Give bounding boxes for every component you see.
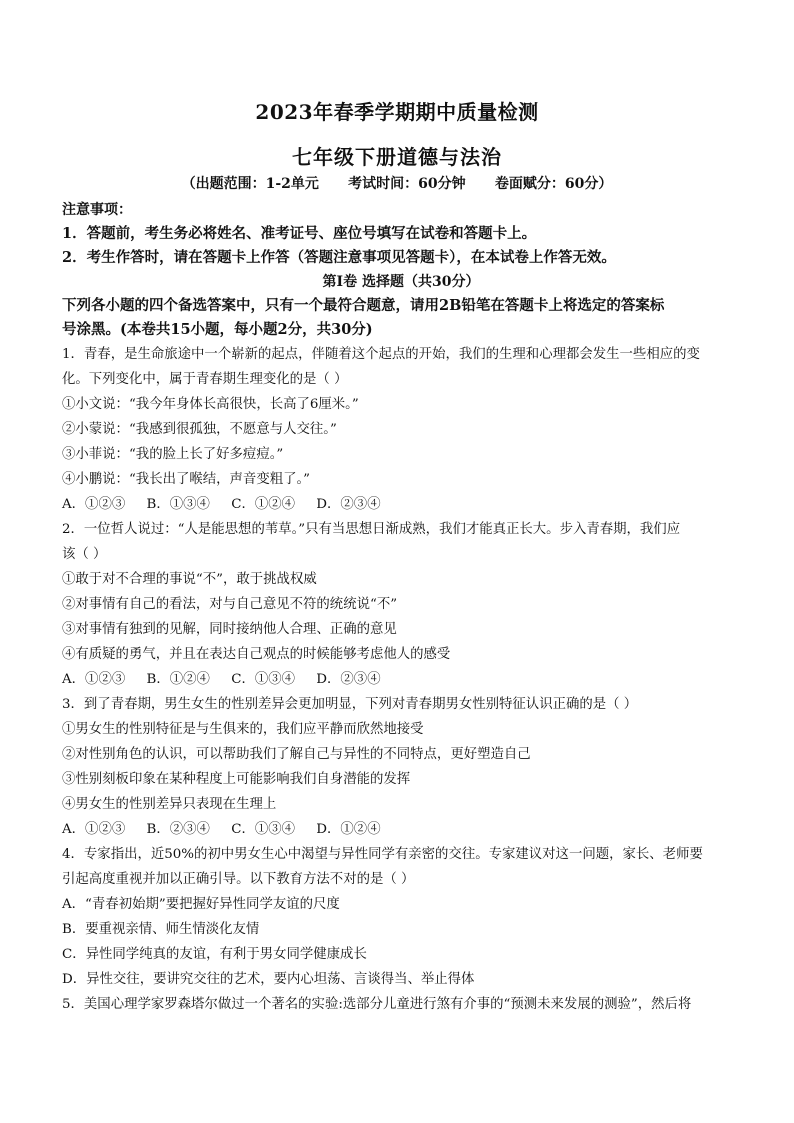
statement-item: ③性别刻板印象在某种程度上可能影响我们自身潜能的发挥: [62, 772, 411, 787]
statement-item: ③对事情有独到的见解，同时接纳他人合理、正确的意见: [62, 622, 397, 637]
exam-title: 2023年春季学期期中质量检测: [255, 100, 539, 124]
question-1: [62, 342, 740, 517]
question-stem-line: 引起高度重视并加以正确引导。以下教育方法不对的是（ ）: [62, 872, 415, 887]
answer-option: B．要重视亲情、师生情淡化友情: [62, 922, 260, 937]
notes-heading: 注意事项：: [62, 202, 132, 218]
answer-choices: A．①②③ B．①②④ C．①③④ D．②③④: [62, 672, 381, 687]
note-item-2: 2．考生作答时，请在答题卡上作答（答题注意事项见答题卡），在本试卷上作答无效。: [62, 249, 616, 266]
question-stem-line: 该（ ）: [62, 547, 107, 562]
note-item-1: 1．答题前，考生务必将姓名、准考证号、座位号填写在试卷和答题卡上。: [62, 225, 537, 242]
statement-item: ④男女生的性别差异只表现在生理上: [62, 797, 277, 812]
statement-item: ②对性别角色的认识，可以帮助我们了解自己与异性的不同特点，更好塑造自己: [62, 747, 531, 762]
question-stem-line: 3．到了青春期，男生女生的性别差异会更加明显，下列对青春期男女性别特征认识正确的是（ ）: [62, 697, 638, 712]
question-stem-line: 4．专家指出，近50%的初中男女生心中渴望与异性同学有亲密的交往。专家建议对这一问题，家长、老师要: [62, 847, 703, 862]
statement-item: ②小蒙说：“我感到很孤独，不愿意与人交往。”: [62, 422, 337, 437]
question-2: [62, 517, 740, 692]
exam-info: （出题范围：1-2单元 考试时间：60分钟 卷面赋分：60分）: [181, 176, 613, 192]
exam-subtitle: 七年级下册道德与法治: [292, 145, 502, 169]
answer-option: A．“青春初始期”要把握好异性同学友谊的尺度: [62, 897, 340, 912]
instruction-line: 下列各小题的四个备选答案中，只有一个最符合题意，请用2B铅笔在答题卡上将选定的答案标: [62, 297, 665, 314]
question-4: [62, 842, 740, 992]
statement-item: ④有质疑的勇气，并且在表达自己观点的时候能够考虑他人的感受: [62, 647, 451, 662]
instruction-line: 号涂黑。(本卷共15小题，每小题2分，共30分): [62, 321, 373, 338]
question-5: [62, 992, 740, 1017]
statement-item: ①男女生的性别特征是与生俱来的，我们应平静而欣然地接受: [62, 722, 424, 737]
question-stem-line: 5．美国心理学家罗森塔尔做过一个著名的实验:选部分儿童进行煞有介事的“预测未来发展的测验”，然后将: [62, 997, 692, 1012]
question-stem-line: 1．青春，是生命旅途中一个崭新的起点，伴随着这个起点的开始，我们的生理和心理都会发生一些相应的变: [62, 347, 700, 362]
exam-body: [62, 198, 740, 1017]
statement-item: ①敢于对不合理的事说“不”，敢于挑战权威: [62, 572, 317, 587]
section-title: 第Ⅰ卷 选择题（共30分）: [322, 274, 480, 290]
answer-option: D．异性交往，要讲究交往的艺术，要内心坦荡、言谈得当、举止得体: [62, 972, 475, 987]
answer-choices: A．①②③ B．①③④ C．①②④ D．②③④: [62, 497, 381, 512]
question-stem-line: 化。下列变化中，属于青春期生理变化的是（ ）: [62, 372, 348, 387]
statement-item: ③小菲说：“我的脸上长了好多痘痘。”: [62, 447, 284, 462]
question-3: [62, 692, 740, 842]
answer-option: C．异性同学纯真的友谊，有利于男女同学健康成长: [62, 947, 367, 962]
answer-choices: A．①②③ B．②③④ C．①③④ D．①②④: [62, 822, 381, 837]
statement-item: ④小鹏说：“我长出了喉结，声音变粗了。”: [62, 472, 311, 487]
statement-item: ②对事情有自己的看法，对与自己意见不符的统统说“不”: [62, 597, 398, 612]
statement-item: ①小文说：“我今年身体长高很快，长高了6厘米。”: [62, 397, 359, 412]
question-stem-line: 2．一位哲人说过：“人是能思想的苇草。”只有当思想日渐成熟，我们才能真正长大。步入青春期，我们应: [62, 522, 681, 537]
section-instruction: [62, 294, 740, 342]
